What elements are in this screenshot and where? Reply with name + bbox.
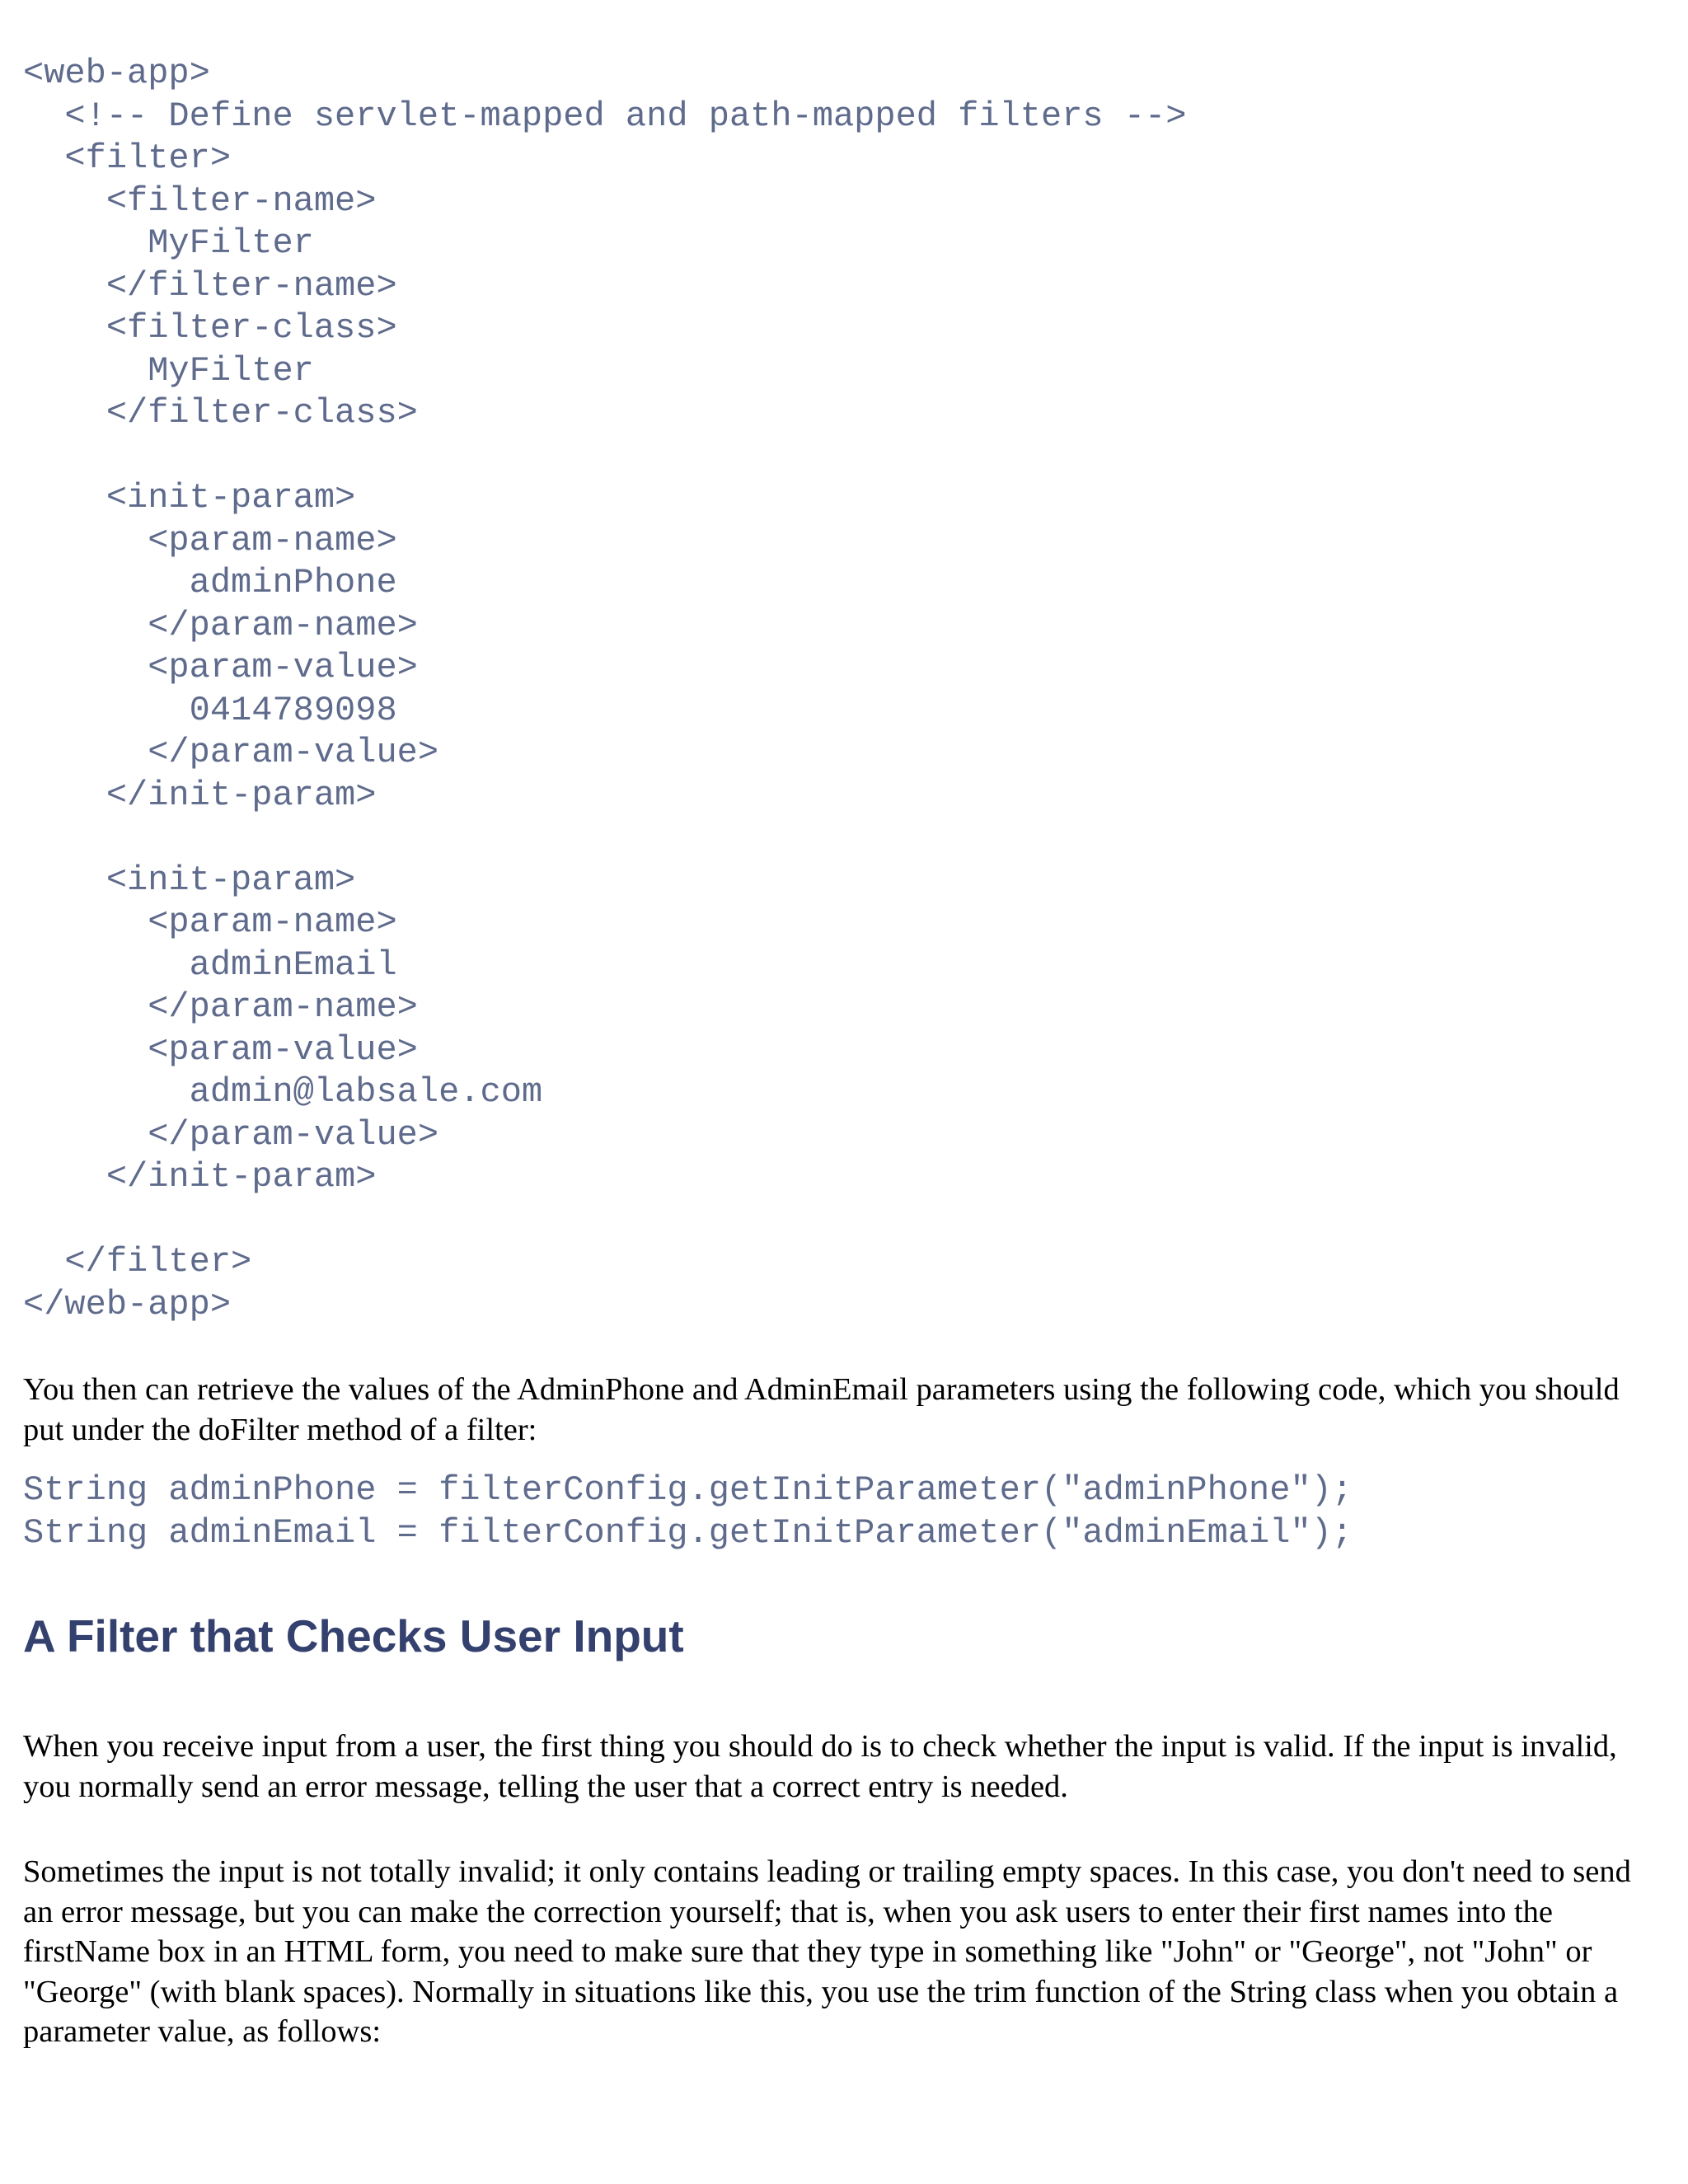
get-init-parameter-code-block: String adminPhone = filterConfig.getInitParameter("adminPhone"); String adminEmail = filterConfig.getInitParameter("adminEmail");	[23, 1470, 1353, 1553]
validate-input-paragraph: When you receive input from a user, the first thing you should do is to check whether the input is valid. If the input is invalid, you normally send an error message, telling the user that a correct entry is needed.	[23, 1729, 1617, 1804]
trim-input-paragraph: Sometimes the input is not totally invalid; it only contains leading or trailing empty spaces. In this case, you don't need to send an error message, but you can make the correction yourself; that is, when you ask users to enter their first names into the firstName box in an HTML form, you need to make sure that they type in something like "John" or "George", not "John" or "George" (with blank spaces). Normally in situations like this, you use the trim function of the String class when you obtain a parameter value, as follows:	[23, 1854, 1631, 2049]
retrieve-parameters-paragraph: You then can retrieve the values of the AdminPhone and AdminEmail parameters using the following code, which you should put under the doFilter method of a filter:	[23, 1372, 1620, 1447]
web-xml-code-block: <web-app> <!-- Define servlet-mapped and path-mapped filters --> <filter> <filter-name> MyFilter </filter-name> <filter-class> MyFilter </filter-class> <init-param> <param-name> adminPhone </param-name> <param-value> 0414789098 </param-value> </init-param> <init-param> <param-name> adminEmail </param-name> <param-value> admin@labsale.com </param-value> </init-param> </filter> </web-app>	[23, 54, 1187, 1324]
section-heading: A Filter that Checks User Input	[23, 1610, 684, 1661]
